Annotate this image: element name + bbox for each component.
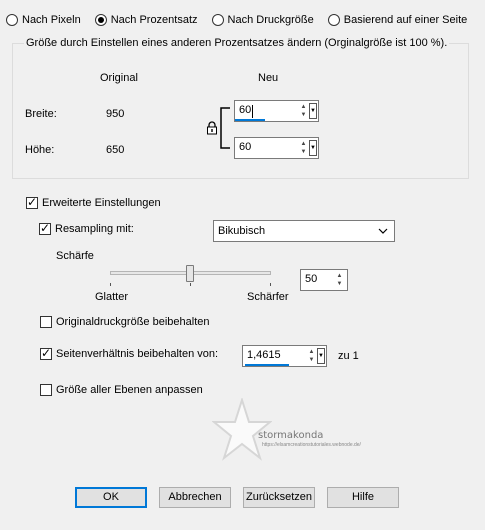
keep-print-size-checkbox[interactable] [40,316,209,328]
slider-tick [190,283,191,286]
spin-arrows[interactable] [307,348,316,364]
checkbox-box [40,316,52,328]
height-label: Höhe: [25,144,55,156]
ok-button[interactable]: OK [75,487,147,508]
cancel-button[interactable]: Abbrechen [159,487,231,508]
column-header-new: Neu [258,72,279,84]
sharpness-slider-thumb[interactable] [186,265,194,282]
spin-down-icon[interactable]: ▼ [336,281,343,287]
sharpness-input[interactable]: 50 [305,273,318,285]
help-button[interactable]: Hilfe [327,487,399,508]
radio-by-pixels[interactable] [6,14,81,26]
reset-button[interactable]: Zurücksetzen [243,487,315,508]
radio-dot [212,14,224,26]
watermark-url: https://elsamcreationstutoriales.webnode.de/ [262,442,361,448]
aspect-ratio-input[interactable]: 1,4615 [247,349,281,361]
resize-group-title: Größe durch Einstellen eines anderen Prozentsatzes ändern (Orginalgröße ist 100 %). [26,37,448,49]
radio-by-print-size[interactable] [212,14,314,26]
spin-down-icon[interactable]: ▼ [308,357,315,363]
slider-max-label: Schärfer [247,291,289,303]
width-label: Breite: [25,108,57,120]
spin-arrows[interactable] [335,272,344,288]
checkbox-box [40,384,52,396]
radio-label: Basierend auf einer Seite [343,14,468,26]
spin-up-icon[interactable]: ▲ [300,104,307,110]
radio-label: Nach Prozentsatz [110,14,198,26]
keep-aspect-ratio-checkbox[interactable] [40,348,218,360]
resampling-checkbox[interactable] [39,223,134,235]
spin-up-icon[interactable]: ▲ [336,273,343,279]
checkbox-box [26,197,38,209]
resampling-select[interactable] [213,220,395,242]
height-new-spinbox[interactable] [234,137,319,159]
radio-dot [6,14,18,26]
aspect-suffix-label: zu 1 [338,350,359,362]
lock-icon[interactable] [206,121,218,135]
spin-down-icon[interactable]: ▼ [300,149,307,155]
slider-min-label: Glatter [95,291,129,303]
dropdown-arrow-icon[interactable]: ▼ [309,103,317,119]
chevron-down-icon [378,228,388,234]
slider-tick [270,283,271,286]
focus-underline [235,119,265,121]
radio-label: Nach Druckgröße [227,14,314,26]
width-new-input[interactable]: 60 [239,104,252,116]
focus-underline [245,364,289,366]
width-original-value: 950 [106,108,125,120]
dropdown-arrow-icon[interactable]: ▼ [309,140,317,156]
resize-all-layers-checkbox[interactable] [40,384,203,396]
checkbox-box [39,223,51,235]
spin-up-icon[interactable]: ▲ [308,349,315,355]
sharpness-label: Schärfe [56,250,94,262]
checkbox-label: Seitenverhältnis beibehalten von: [56,348,219,360]
dropdown-arrow-icon[interactable]: ▼ [317,348,325,364]
radio-based-on-page[interactable] [328,14,468,26]
spin-arrows[interactable] [299,103,308,119]
checkbox-label: Erweiterte Einstellungen [42,197,161,209]
radio-dot [328,14,340,26]
aspect-ratio-spinbox[interactable] [242,345,327,367]
sharpness-spinbox[interactable] [300,269,348,291]
column-header-original: Original [100,72,138,84]
radio-by-percent[interactable] [95,14,198,26]
text-caret [252,105,253,118]
radio-label: Nach Pixeln [22,14,81,26]
advanced-settings-checkbox[interactable] [26,197,161,209]
checkbox-label: Größe aller Ebenen anpassen [56,384,203,396]
resampling-selected-value: Bikubisch [218,225,266,237]
height-original-value: 650 [106,144,125,156]
checkbox-label: Resampling mit: [55,223,134,235]
width-new-spinbox[interactable] [234,100,319,122]
checkbox-label: Originaldruckgröße beibehalten [56,316,210,328]
height-new-input[interactable]: 60 [239,141,252,153]
checkbox-box [40,348,52,360]
scale-mode-group [6,12,479,28]
watermark-name: stormakonda [258,430,324,441]
radio-dot-selected [95,14,107,26]
slider-tick [110,283,111,286]
spin-up-icon[interactable]: ▲ [300,141,307,147]
spin-arrows[interactable] [299,140,308,156]
spin-down-icon[interactable]: ▼ [300,112,307,118]
